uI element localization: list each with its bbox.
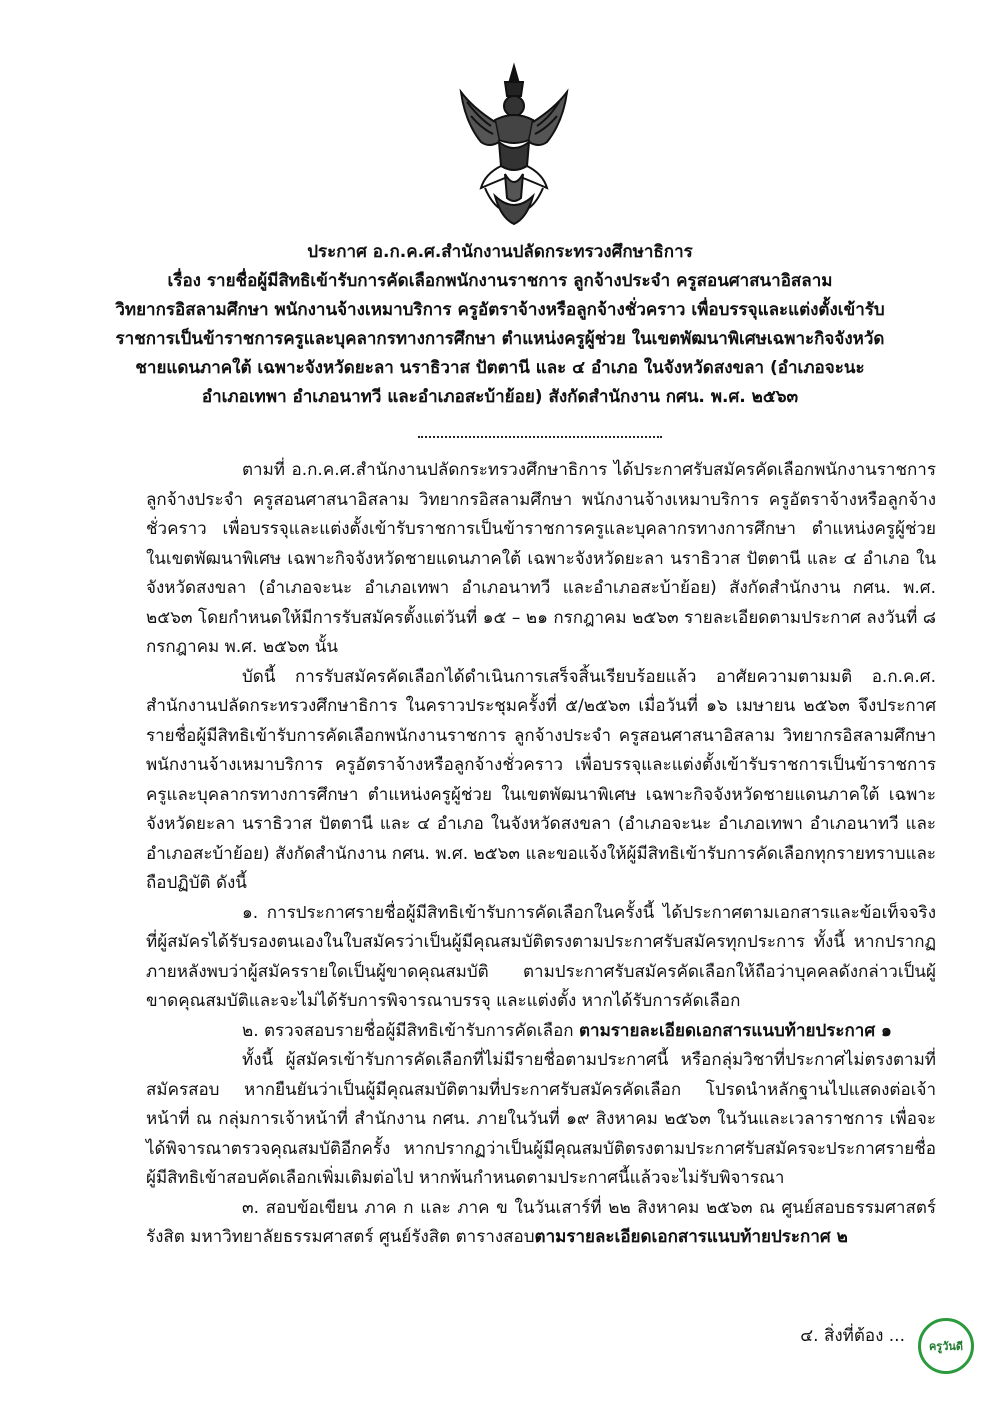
garuda-emblem-icon — [455, 62, 573, 230]
paragraph-item-1: ๑. การประกาศรายชื่อผู้มีสิทธิเข้ารับการคัดเลือกในครั้งนี้ ได้ประกาศตามเอกสารและข้อเท็จจริงที่ผู้สมัครได้รับรองตนเองในใบสมัครว่าเป็นผู้มีคุณสมบัติตรงตามประกาศรับสมัครทุกประการ ทั้งนี้ หากปรากฏภายหลังพบว่าผู้สมัครรายใดเป็นผู้ขาดคุณสมบัติ ตามประกาศรับสมัครคัดเลือกให้ถือว่าบุคคลดังกล่าวเป็นผู้ขาดคุณสมบัติและจะไม่ได้รับการพิจารณาบรรจุ และแต่งตั้ง หากได้รับการคัดเลือก — [146, 902, 936, 1011]
announcement-heading — [60, 238, 940, 412]
heading-line: ชายแดนภาคใต้ เฉพาะจังหวัดยะลา นราธิวาส ปัตตานี และ ๔ อำเภอ ในจังหวัดสงขลา (อำเภอจะนะ — [135, 358, 865, 378]
paragraph-item-2-note: ทั้งนี้ ผู้สมัครเข้ารับการคัดเลือกที่ไม่มีรายชื่อตามประกาศนี้ หรือกลุ่มวิชาที่ประกาศไม่ตรงตามที่สมัครสอบ หากยืนยันว่าเป็นผู้มีคุณสมบัติตามที่ประกาศรับสมัครคัดเลือก โปรดนำหลักฐานไปแสดงต่อเจ้าหน้าที่ ณ กลุ่มการเจ้าหน้าที่ สำนักงาน กศน. ภายในวันที่ ๑๙ สิงหาคม ๒๕๖๓ ในวันและเวลาราชการ เพื่อจะได้พิจารณาตรวจคุณสมบัติอีกครั้ง หากปรากฏว่าเป็นผู้มีคุณสมบัติตรงตามประกาศรับสมัครจะประกาศรายชื่อผู้มีสิทธิเข้าสอบคัดเลือกเพิ่มเติมต่อไป หากพ้นกำหนดตามประกาศนี้แล้วจะไม่รับพิจารณา — [146, 1050, 936, 1188]
dotted-divider — [418, 436, 662, 438]
heading-line: ราชการเป็นข้าราชการครูและบุคลากรทางการศึกษา ตำแหน่งครูผู้ช่วย ในเขตพัฒนาพิเศษเฉพาะกิจจังหวัด — [115, 329, 885, 349]
paragraph-item-2 — [146, 1017, 936, 1047]
watermark-badge: ครูวันดี — [918, 1318, 974, 1374]
item-2-attachment-ref: ตามรายละเอียดเอกสารแนบท้ายประกาศ ๑ — [579, 1020, 892, 1041]
paragraph-item-3 — [146, 1194, 936, 1253]
continued-marker: ๔. สิ่งที่ต้อง ... — [800, 1326, 905, 1346]
paragraph-preamble: ตามที่ อ.ก.ค.ศ.สำนักงานปลัดกระทรวงศึกษาธิการ ได้ประกาศรับสมัครคัดเลือกพนักงานราชการ ลูกจ้างประจำ ครูสอนศาสนาอิสลาม วิทยากรอิสลามศึกษา พนักงานจ้างเหมาบริการ ครูอัตราจ้างหรือลูกจ้างชั่วคราว เพื่อบรรจุและแต่งตั้งเข้ารับราชการเป็นข้าราชการครูและบุคลากรทางการศึกษา ตำแหน่งครูผู้ช่วย ในเขตพัฒนาพิเศษ เฉพาะกิจจังหวัดชายแดนภาคใต้ เฉพาะจังหวัดยะลา นราธิวาส ปัตตานี และ ๔ อำเภอ ในจังหวัดสงขลา (อำเภอจะนะ อำเภอเทพา อำเภอนาทวี และอำเภอสะบ้าย้อย) สังกัดสำนักงาน กศน. พ.ศ. ๒๕๖๓ โดยกำหนดให้มีการรับสมัครตั้งแต่วันที่ ๑๕ – ๒๑ กรกฎาคม ๒๕๖๓ รายละเอียดตามประกาศ ลงวันที่ ๘ กรกฎาคม พ.ศ. ๒๕๖๓ นั้น — [146, 460, 936, 657]
announcement-body — [146, 456, 936, 1253]
paragraph-resolution: บัดนี้ การรับสมัครคัดเลือกได้ดำเนินการเสร็จสิ้นเรียบร้อยแล้ว อาศัยความตามมติ อ.ก.ค.ศ. สำนักงานปลัดกระทรวงศึกษาธิการ ในคราวประชุมครั้งที่ ๕/๒๕๖๓ เมื่อวันที่ ๑๖ เมษายน ๒๕๖๓ จึงประกาศรายชื่อผู้มีสิทธิเข้ารับการคัดเลือกพนักงานราชการ ลูกจ้างประจำ ครูสอนศาสนาอิสลาม วิทยากรอิสลามศึกษา พนักงานจ้างเหมาบริการ ครูอัตราจ้างหรือลูกจ้างชั่วคราว เพื่อบรรจุและแต่งตั้งเข้ารับราชการเป็นข้าราชการครูและบุคลากรทางการศึกษา ตำแหน่งครูผู้ช่วย ในเขตพัฒนาพิเศษ เฉพาะกิจจังหวัดชายแดนภาคใต้ เฉพาะจังหวัดยะลา นราธิวาส ปัตตานี และ ๔ อำเภอ ในจังหวัดสงขลา (อำเภอจะนะ อำเภอเทพา อำเภอนาทวี และอำเภอสะบ้าย้อย) สังกัดสำนักงาน กศน. พ.ศ. ๒๕๖๓ และขอแจ้งให้ผู้มีสิทธิเข้ารับการคัดเลือกทุกรายทราบและถือปฏิบัติ ดังนี้ — [146, 666, 936, 893]
heading-line: อำเภอเทพา อำเภอนาทวี และอำเภอสะบ้าย้อย) สังกัดสำนักงาน กศน. พ.ศ. ๒๕๖๓ — [201, 387, 799, 407]
heading-line: วิทยากรอิสลามศึกษา พนักงานจ้างเหมาบริการ ครูอัตราจ้างหรือลูกจ้างชั่วคราว เพื่อบรรจุและแต่งตั้งเข้ารับ — [115, 300, 885, 320]
heading-line: เรื่อง รายชื่อผู้มีสิทธิเข้ารับการคัดเลือกพนักงานราชการ ลูกจ้างประจำ ครูสอนศาสนาอิสลาม — [167, 271, 833, 291]
item-3-attachment-ref: ตามรายละเอียดเอกสารแนบท้ายประกาศ ๒ — [534, 1227, 848, 1247]
item-3-text: ๓. สอบข้อเขียน ภาค ก และ ภาค ข ในวันเสาร์ที่ ๒๒ สิงหาคม ๒๕๖๓ ณ ศูนย์สอบธรรมศาสตร์รังสิต มหาวิทยาลัยธรรมศาสตร์ ศูนย์รังสิต ตารางสอบ — [146, 1197, 936, 1247]
heading-line: ประกาศ อ.ก.ค.ศ.สำนักงานปลัดกระทรวงศึกษาธิการ — [307, 242, 693, 262]
item-2-text: ๒. ตรวจสอบรายชื่อผู้มีสิทธิเข้ารับการคัดเลือก — [242, 1020, 579, 1041]
